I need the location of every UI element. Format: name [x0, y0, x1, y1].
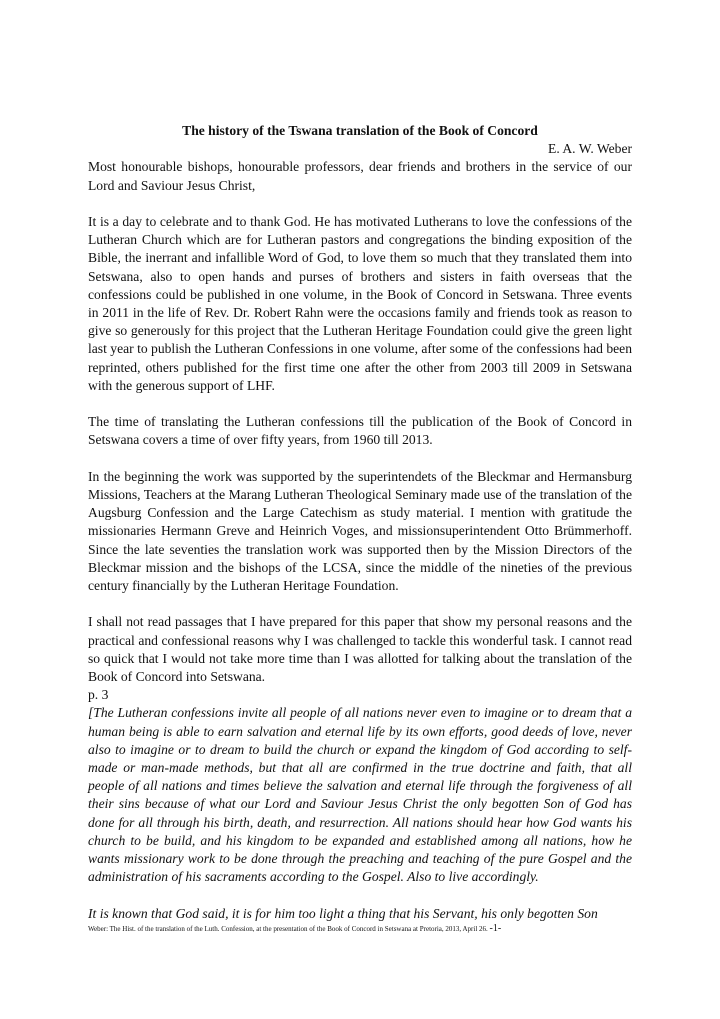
document-body [88, 122, 632, 923]
page-footer [88, 924, 501, 934]
author-line: E. A. W. Weber [548, 141, 632, 157]
paragraph-gap [88, 195, 632, 213]
body-paragraph-celebrate: It is a day to celebrate and to thank God. He has motivated Lutherans to love the confessions of the Lutheran Church which are for Lutheran pastors and congregations the binding exposition of the Bible, the inerrant and infallible Word of God, to love them so much that they translated them into Setswana, also to open hands and purses of brothers and sisters in faith overseas that the confessions could be published in one volume, in the Book of Concord in Setswana. Three events in 2011 in the life of Rev. Dr. Robert Rahn were the occasions family and friends took as reason to give so generously for this project that the Lutheran Heritage Foundation could give the green light last year to publish the Lutheran Confessions in one volume, after some of the confessions had been reprinted, others published for the first time one after the other from 2003 till 2009 in Setswana with the generous support of LHF. [88, 214, 632, 393]
body-paragraph-time: The time of translating the Lutheran confessions till the publication of the Book of Concord in Setswana covers a time of over fifty years, from 1960 till 2013. [88, 414, 632, 448]
page-reference: p. 3 [88, 687, 109, 703]
body-paragraph-beginning: In the beginning the work was supported by the superintendets of the Bleckmar and Hermansburg Missions, Teachers at the Marang Lutheran Theological Seminary made use of the translation of the Augsburg Confession and the Large Catechism as study material. I mention with gratitude the missionaries Hermann Greve and Heinrich Voges, and missionsuperintendent Otto Brümmerhoff. Since the late seventies the translation work was supported then by the Mission Directors of the Bleckmar mission and the bishops of the LCSA, since the middle of the nineties of the previous century financially by the Lutheran Heritage Foundation. [88, 468, 632, 594]
document-title: The history of the Tswana translation of the Book of Concord [182, 123, 538, 138]
quoted-passage: [The Lutheran confessions invite all people of all nations never even to imagine or to dream that a human being is able to earn salvation and eternal life by its own efforts, good deeds of love, never also to imagine or to dream to build the church or expand the kingdom of God according to self-made or man-made methods, but that all are confirmed in the true doctrine and faith, that all people of all nations and times believe the salvation and eternal life through the forgiveness of all their sins because of what our Lord and Saviour Jesus Christ the only begotten Son of God has done for all through his birth, death, and resurrection. All nations should hear how God wants his church to be build, and his kingdom to be expanded and established among all nations, how he wants missionary work to be done through the preaching and teaching of the pure Gospel and the administration of his sacraments according to the Gospel. Also to live accordingly. [88, 705, 632, 885]
salutation-paragraph: Most honourable bishops, honourable professors, dear friends and brothers in the service of our Lord and Saviour Jesus Christ, [88, 159, 632, 193]
paragraph-gap [88, 450, 632, 468]
paragraph-gap [88, 395, 632, 413]
paragraph-gap [88, 886, 632, 904]
paragraph-gap [88, 595, 632, 613]
footer-text: Weber: The Hist. of the translation of the Luth. Confession, at the presentation of the Book of Concord in Setswana at Pretoria, 2013, April 26. [88, 925, 488, 933]
page-number: -1- [489, 923, 502, 934]
body-paragraph-passages: I shall not read passages that I have prepared for this paper that show my personal reasons and the practical and confessional reasons why I was challenged to tackle this wonderful task. I cannot read so quick that I would not take more time than I was allotted for talking about the translation of the Book of Concord into Setswana. [88, 614, 632, 685]
closing-line: It is known that God said, it is for him too light a thing that his Servant, his only begotten Son [88, 905, 598, 921]
